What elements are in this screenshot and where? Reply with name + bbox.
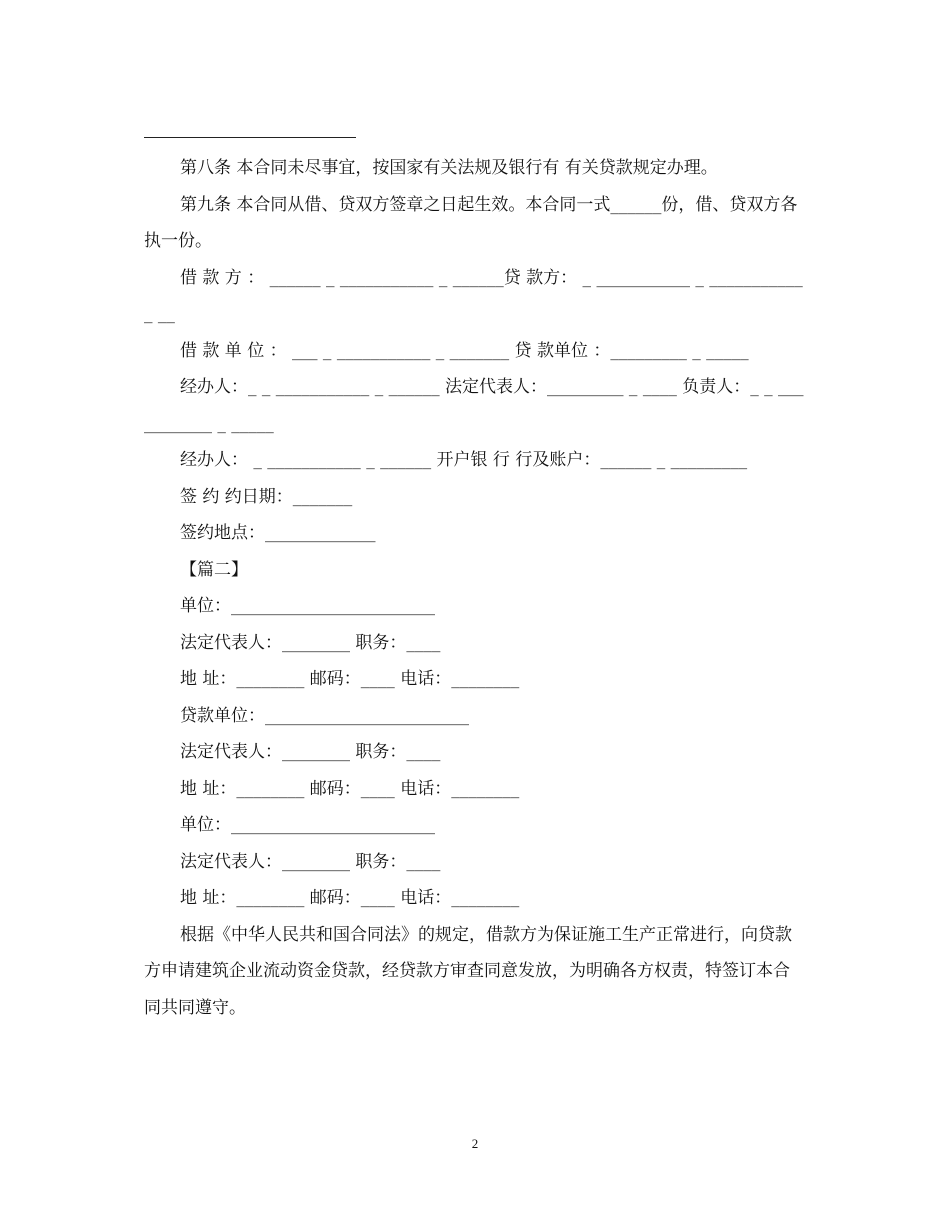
section-heading: 【篇二】: [180, 559, 248, 580]
handler-representative-line: 经办人：_ _ ___________ _ ______ 法定代表人：_________ _ ____ 负责人：_ _ ___________ _ _____: [144, 377, 804, 434]
borrower-unit-line: 借 款 单 位 ： ___ _ ___________ _ _______ 贷 款单位 ：_________ _ _____: [180, 340, 749, 361]
address-line-2: 地 址：________ 邮码：____ 电话：________: [180, 778, 520, 799]
contract-preamble: 根据《中华人民共和国合同法》的规定，借款方为保证施工生产正常进行，向贷款方申请建筑企业流动资金贷款，经贷款方审查同意发放，为明确各方权责，特签订本合同共同遵守。: [144, 924, 792, 1018]
representative-line-2: 法定代表人：________ 职务：____: [180, 742, 441, 762]
signing-date-line: 签 约 约日期：_______: [180, 486, 353, 507]
top-rule: [144, 137, 356, 138]
address-line-3: 地 址：________ 邮码：____ 电话：________: [180, 888, 520, 908]
signing-place-line: 签约地点：_____________: [180, 523, 376, 543]
page-number: 2: [471, 1136, 479, 1151]
document-body: [144, 150, 809, 1026]
unit-line-2: 单位：________________________: [180, 815, 435, 835]
lender-unit-line: 贷款单位：________________________: [180, 705, 469, 726]
borrower-line: 借 款 方 ： ______ _ ___________ _ ______贷 款方： _ ___________ _ ___________ _ __: [144, 267, 809, 324]
address-line-1: 地 址：________ 邮码：____ 电话：________: [180, 669, 520, 689]
representative-line-3: 法定代表人：________ 职务：____: [180, 851, 441, 872]
unit-line-1: 单位：________________________: [180, 596, 435, 616]
handler-bank-line: 经办人： _ ___________ _ ______ 开户银 行 行及账户：______ _ _________: [180, 450, 748, 470]
representative-line-1: 法定代表人：________ 职务：____: [180, 632, 441, 653]
article-8: 第八条 本合同未尽事宜，按国家有关法规及银行有 有关贷款规定办理。: [180, 158, 718, 178]
article-9: 第九条 本合同从借、贷双方签章之日起生效。本合同一式______份，借、贷双方各执一份。: [144, 194, 798, 251]
